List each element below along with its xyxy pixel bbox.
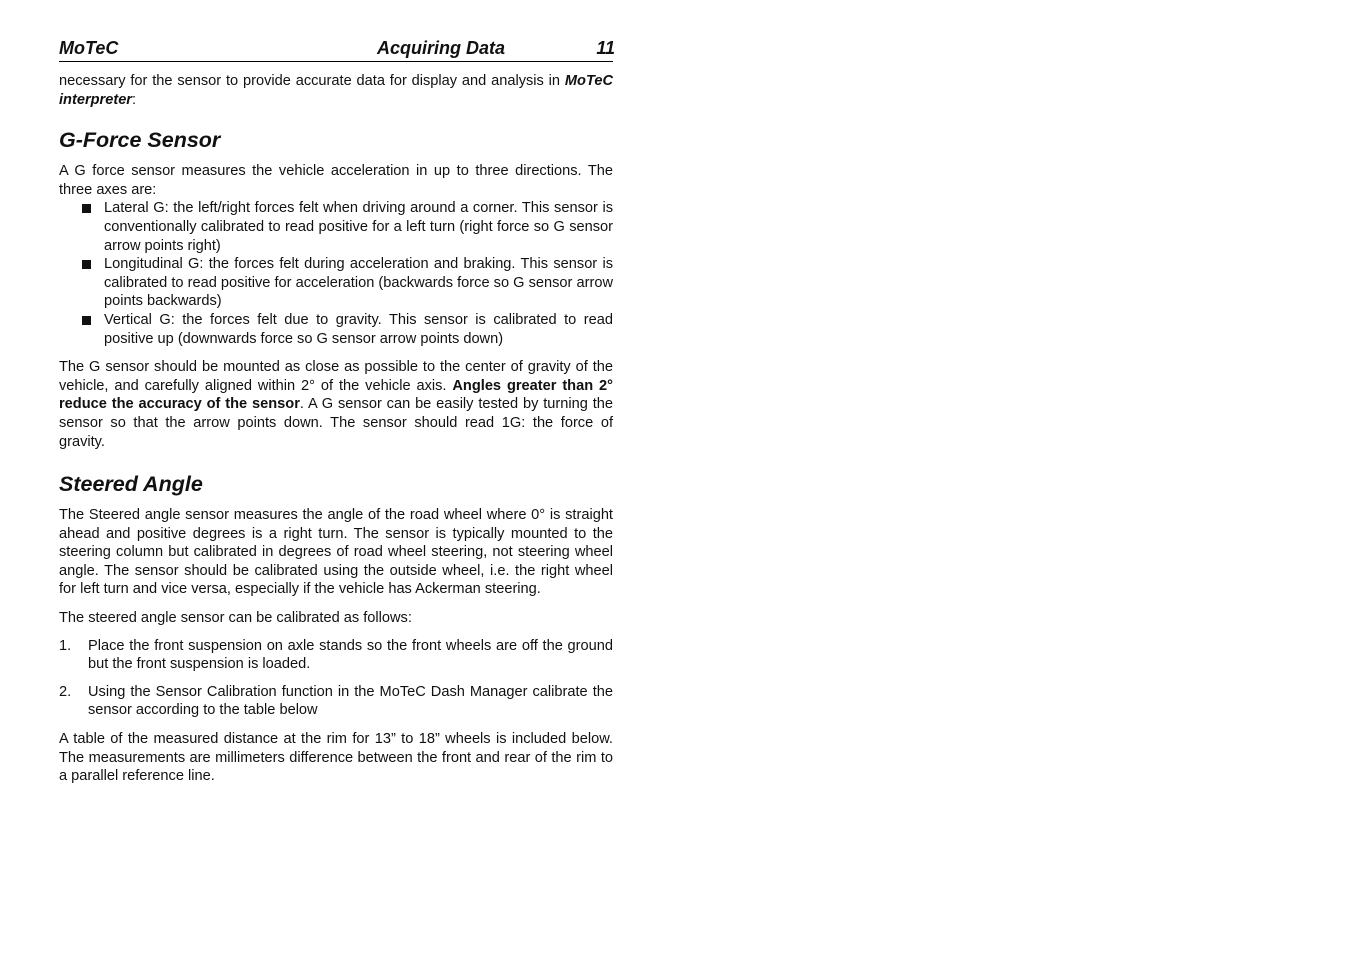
header-page-number: 11 (596, 38, 615, 58)
square-bullet-icon (82, 260, 91, 269)
mounting-text-b: . A G sensor can be easily tested by turning the sensor so that the arrow points down. The sensor should read 1G: the force of gravity. (59, 396, 614, 450)
list-item (59, 255, 613, 311)
page-header (59, 37, 613, 62)
step-number: 1. (59, 637, 72, 654)
step-text: Place the front suspension on axle stands so the front wheels are off the ground but the front suspension is loaded. (88, 637, 613, 673)
list-item (59, 311, 613, 348)
intro-product-name: MoTeC interpreter (59, 73, 613, 108)
bullet-text: Lateral G: the left/right forces felt when driving around a corner. This sensor is conventionally calibrated to read positive for a left turn (right force so G sensor arrow points right) (104, 200, 613, 254)
square-bullet-icon (82, 316, 91, 325)
document-page (59, 37, 613, 786)
step-number: 2. (59, 683, 72, 700)
steered-calibration-intro: The steered angle sensor can be calibrated as follows: (59, 610, 412, 627)
gforce-heading: G-Force Sensor (59, 128, 221, 153)
gforce-lead-paragraph: A G force sensor measures the vehicle acceleration in up to three directions. The three axes are: (59, 163, 613, 198)
header-brand: MoTeC (59, 38, 119, 58)
intro-end: : (132, 91, 137, 108)
intro-paragraph (59, 72, 613, 109)
header-chapter-title: Acquiring Data (377, 38, 506, 58)
gforce-axes-list (59, 199, 613, 348)
mounting-warning-bold: Angles greater than 2° reduce the accuracy of the sensor (59, 377, 613, 413)
list-item (59, 637, 613, 674)
steered-angle-heading: Steered Angle (59, 472, 203, 497)
mounting-text-a: The G sensor should be mounted as close as possible to the center of gravity of the vehicle, and carefully aligned within 2° of the vehicle axis. (59, 359, 613, 394)
list-item (59, 199, 613, 255)
square-bullet-icon (82, 204, 91, 213)
step-text: Using the Sensor Calibration function in the MoTeC Dash Manager calibrate the sensor according to the table below (88, 683, 613, 719)
rim-table-intro-paragraph: A table of the measured distance at the rim for 13” to 18” wheels is included below. The measurements are millimeters difference between the front and rear of the rim to a parallel reference line. (59, 731, 613, 785)
intro-text: necessary for the sensor to provide accurate data for display and analysis in (59, 73, 565, 89)
calibration-steps-list (59, 637, 613, 720)
bullet-text: Longitudinal G: the forces felt during acceleration and braking. This sensor is calibrated to read positive for acceleration (backwards force so G sensor arrow points backwards) (104, 256, 613, 310)
gforce-mounting-paragraph (59, 358, 613, 451)
list-item (59, 683, 613, 720)
steered-description-paragraph: The Steered angle sensor measures the angle of the road wheel where 0° is straight ahead and positive degrees is a right turn. The sensor is typically mounted to the steering column but calibrated in degrees of road wheel steering, not steering wheel angle. The sensor should be calibrated using the outside wheel, i.e. the right wheel for left turn and vice versa, especially if the vehicle has Ackerman steering. (59, 507, 613, 598)
bullet-text: Vertical G: the forces felt due to gravity. This sensor is calibrated to read positive up (downwards force so G sensor arrow points down) (104, 311, 613, 347)
